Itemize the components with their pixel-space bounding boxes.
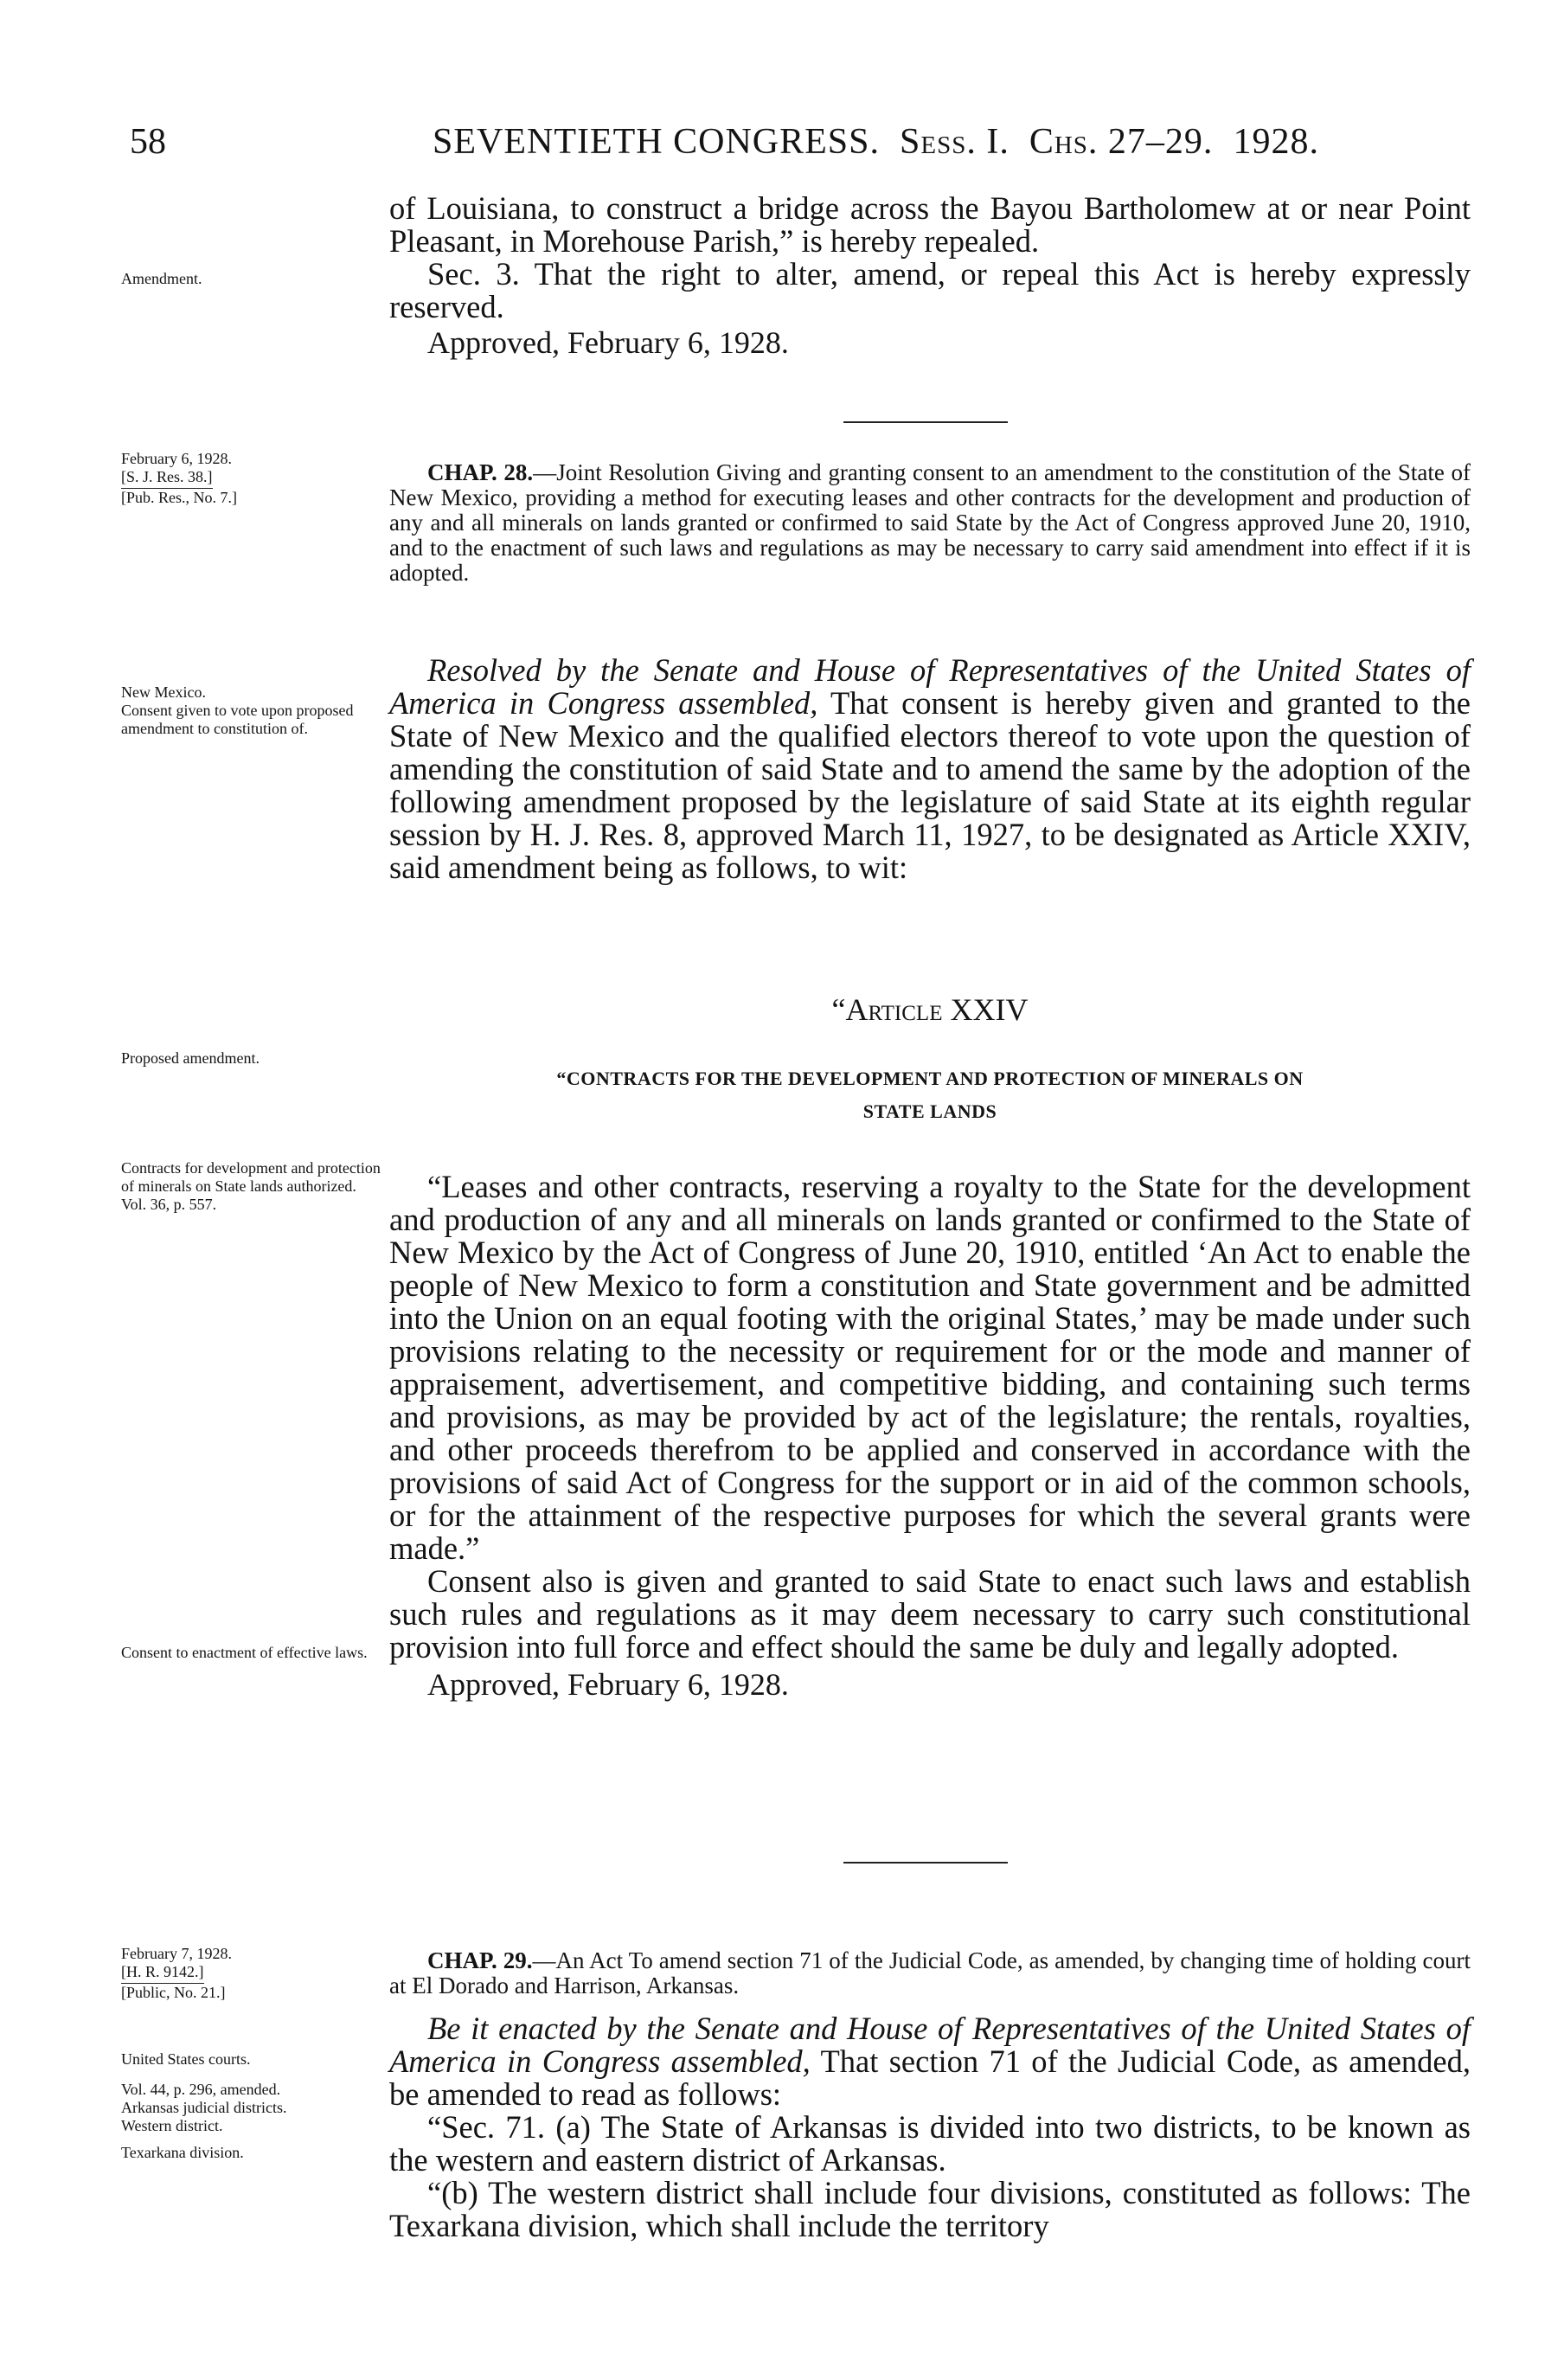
chap29-label: CHAP. 29.	[427, 1947, 533, 1973]
consent-paragraph: Consent also is given and granted to said State to enact such laws and establish such rules and regulations as it may deem necessary to carry such constitutional provision into full force and effect should the same be duly and legally adopted.	[389, 1563, 1471, 1665]
margin-new-mexico	[121, 683, 381, 738]
resolved-body: That consent is hereby given and granted to the State of New Mexico and the qualified electors thereof to vote upon the question of amending the constitution of said State and to amend the same by the adoption of the following amendment proposed by the legislature of said State at its eighth regular session by H. J. Res. 8, approved March 11, 1927, to be designated as Article XXIV, said amendment being as follows, to wit:	[389, 685, 1471, 885]
chap28-res: [S. J. Res. 38.]	[121, 468, 213, 489]
chap29-date: February 7, 1928.	[121, 1945, 232, 1962]
article-body	[389, 1171, 1471, 1702]
enacted-paragraph	[389, 2012, 1471, 2111]
running-header	[0, 121, 1564, 173]
margin-vol-36: Vol. 36, p. 557.	[121, 1196, 217, 1213]
header-title	[433, 121, 1319, 163]
bridge-text: of Louisiana, to construct a bridge across the Bayou Bartholomew at or near Point Pleasant, in Morehouse Parish,” is hereby repealed.	[389, 190, 1471, 259]
page-number: 58	[130, 122, 166, 162]
enacted-clause: Be it enacted by the Senate and House of Representatives of the United States of America in Congress assembled,	[389, 2011, 1471, 2079]
margin-consent-vote: Consent given to vote upon proposed amendment to constitution of.	[121, 702, 354, 737]
margin-courts: United States courts.	[121, 2050, 251, 2068]
article-heading: “Article XXIV	[831, 992, 1029, 1027]
header-congress: SEVENTIETH CONGRESS.	[433, 122, 881, 162]
chap28-resolution	[389, 654, 1471, 884]
approved-line-2: Approved, February 6, 1928.	[427, 1667, 789, 1702]
chap29-margin-citation	[121, 1945, 381, 2002]
margin-proposed-amendment: Proposed amendment.	[121, 1049, 260, 1067]
margin-contracts-text: Contracts for development and protection of minerals on State lands authorized.	[121, 1159, 381, 1195]
chap28-title	[389, 460, 1471, 586]
chap29-hr: [H. R. 9142.]	[121, 1963, 204, 1984]
resolution-paragraph	[389, 654, 1471, 884]
chap29-title	[389, 1948, 1471, 1998]
section-rule-1	[843, 421, 1008, 423]
margin-districts: Arkansas judicial districts.	[121, 2099, 287, 2116]
chap29-body	[389, 2012, 1471, 2242]
header-year: 1928.	[1233, 122, 1319, 162]
chap29-pub: [Public, No. 21.]	[121, 1984, 226, 2001]
margin-western: Western district.	[121, 2117, 223, 2134]
previous-chapter-tail	[389, 192, 1471, 360]
margin-enactment: Consent to enactment of effective laws.	[121, 1644, 368, 1661]
margin-chap29-notes	[121, 2050, 381, 2162]
section-rule-2	[843, 1862, 1008, 1864]
sec71a-paragraph: “Sec. 71. (a) The State of Arkansas is divided into two districts, to be known as the western and eastern district of Arkansas.	[389, 2109, 1471, 2178]
resolved-clause: Resolved by the Senate and House of Representatives of the United States of America in Congress assembled,	[389, 652, 1471, 721]
chap29-title-block	[389, 1948, 1471, 1998]
sec71b-paragraph: “(b) The western district shall include four divisions, constituted as follows: The Texarkana division, which shall include the territory	[389, 2175, 1471, 2243]
approved-line-1: Approved, February 6, 1928.	[427, 325, 789, 360]
margin-contracts	[121, 1159, 381, 1214]
chap28-date: February 6, 1928.	[121, 450, 232, 467]
chap28-pub: [Pub. Res., No. 7.]	[121, 489, 237, 506]
margin-amendment: Amendment.	[121, 270, 202, 287]
chap29-title-text: —An Act To amend section 71 of the Judicial Code, as amended, by changing time of holding court at El Dorado and Harrison, Arkansas.	[389, 1947, 1471, 1998]
header-session: Sess. I.	[900, 122, 1010, 162]
header-chapters: Chs. 27–29.	[1029, 122, 1214, 162]
chap28-title-block	[389, 460, 1471, 586]
chap28-label: CHAP. 28.	[427, 459, 534, 485]
chap28-title-text: —Joint Resolution Giving and granting consent to an amendment to the constitution of the State of New Mexico, providing a method for executing leases and other contracts for the development and production of any and all minerals on lands granted or confirmed to said State by the Act of Congress approved June 20, 1910, and to the enactment of such laws and regulations as may be necessary to carry said amendment into effect if it is adopted.	[389, 459, 1471, 586]
chap28-margin-citation	[121, 450, 381, 507]
enacted-body: That section 71 of the Judicial Code, as amended, be amended to read as follows:	[389, 2043, 1471, 2112]
contracts-heading: “CONTRACTS FOR THE DEVELOPMENT AND PROTECTION OF MINERALS ON STATE LANDS	[556, 1068, 1304, 1122]
margin-nm-label: New Mexico.	[121, 683, 206, 701]
margin-vol-44: Vol. 44, p. 296, amended.	[121, 2081, 281, 2098]
margin-texarkana: Texarkana division.	[121, 2144, 244, 2161]
leases-paragraph: “Leases and other contracts, reserving a royalty to the State for the development and production of any and all minerals on lands granted or confirmed to the State of New Mexico by the Act of Congress of June 20, 1910, entitled ‘An Act to enable the people of New Mexico to form a constitution and State government and be admitted into the Union on an equal footing with the original States,’ may be made under such provisions relating to the necessity or requirement for or the mode and manner of appraisement, advertisement, and competitive bidding, and containing such terms and provisions, as may be provided by act of the legislature; the rentals, royalties, and other proceeds therefrom to be applied and conserved in accordance with the provisions of said Act of Congress for the support or in aid of the common schools, or for the attainment of the respective purposes for which the several grants were made.”	[389, 1169, 1471, 1566]
sec3-text: Sec. 3. That the right to alter, amend, or repeal this Act is hereby expressly reserved.	[389, 256, 1471, 324]
